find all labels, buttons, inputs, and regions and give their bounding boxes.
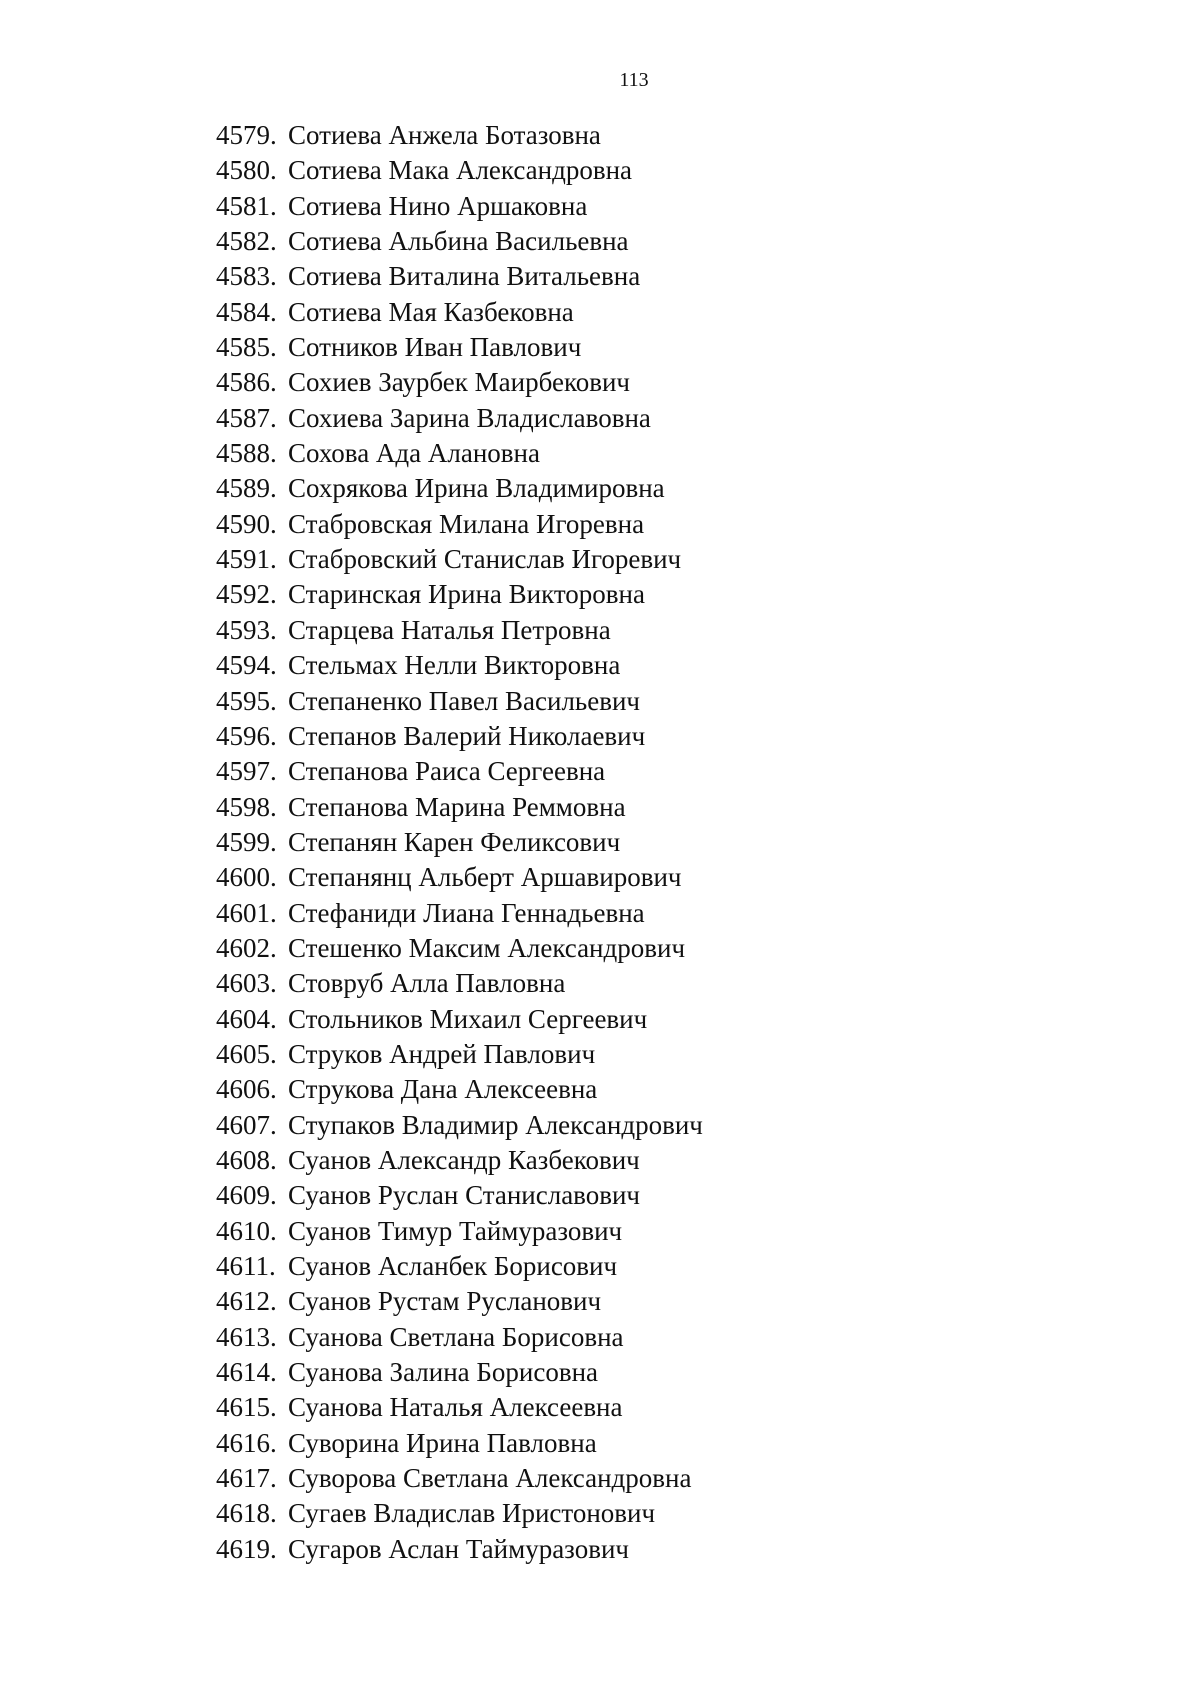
list-item — [216, 684, 703, 719]
entry-name: Степаненко Павел Васильевич — [288, 685, 641, 716]
entry-number: 4600. — [216, 862, 277, 893]
list-item — [216, 754, 703, 789]
entry-number: 4595. — [216, 685, 277, 716]
entry-number: 4614. — [216, 1357, 277, 1388]
entry-number: 4615. — [216, 1392, 277, 1423]
entry-number: 4619. — [216, 1533, 277, 1564]
list-item — [216, 1178, 703, 1213]
list-item — [216, 896, 703, 931]
entry-name: Сохиев Заурбек Маирбекович — [288, 367, 630, 398]
entry-number: 4608. — [216, 1144, 277, 1175]
entry-name: Степанян Карен Феликсович — [288, 826, 621, 857]
entry-number: 4589. — [216, 473, 277, 504]
list-item — [216, 401, 703, 436]
list-item — [216, 825, 703, 860]
list-item — [216, 330, 703, 365]
entry-number: 4582. — [216, 226, 277, 257]
entry-number: 4602. — [216, 932, 277, 963]
page-number: 113 — [619, 69, 649, 91]
entry-number: 4592. — [216, 579, 277, 610]
list-item — [216, 1002, 703, 1037]
list-item — [216, 1143, 703, 1178]
list-item — [216, 471, 703, 506]
list-item — [216, 1532, 703, 1567]
list-item — [216, 507, 703, 542]
list-item — [216, 1496, 703, 1531]
entry-name: Суанов Тимур Таймуразович — [288, 1215, 623, 1246]
list-item — [216, 1461, 703, 1496]
entry-name: Струкова Дана Алексеевна — [288, 1074, 598, 1105]
entry-number: 4604. — [216, 1003, 277, 1034]
entry-number: 4610. — [216, 1215, 277, 1246]
entry-number: 4613. — [216, 1321, 277, 1352]
list-item — [216, 1108, 703, 1143]
entry-name: Сугаров Аслан Таймуразович — [288, 1533, 629, 1564]
entry-name: Степанов Валерий Николаевич — [288, 720, 646, 751]
entry-number: 4579. — [216, 120, 277, 150]
list-item — [216, 189, 703, 224]
list-item — [216, 931, 703, 966]
entry-number: 4611. — [216, 1251, 276, 1281]
entry-number: 4609. — [216, 1180, 277, 1211]
list-item — [216, 224, 703, 259]
list-item — [216, 1426, 703, 1461]
entry-number: 4617. — [216, 1463, 277, 1494]
list-item — [216, 153, 703, 188]
list-item — [216, 1249, 703, 1284]
entry-number: 4587. — [216, 402, 277, 433]
entry-number: 4601. — [216, 897, 277, 928]
list-item — [216, 613, 703, 648]
entry-number: 4584. — [216, 296, 277, 327]
list-item — [216, 1037, 703, 1072]
entry-name: Сохиева Зарина Владиславовна — [288, 402, 651, 433]
entry-name: Сотников Иван Павлович — [288, 332, 582, 363]
entry-number: 4618. — [216, 1498, 277, 1529]
entry-number: 4598. — [216, 791, 277, 822]
entry-number: 4607. — [216, 1109, 277, 1140]
entry-name: Степанова Марина Реммовна — [288, 791, 626, 822]
entry-name: Степанянц Альберт Аршавирович — [288, 862, 682, 893]
entry-name: Суанова Наталья Алексеевна — [288, 1392, 623, 1423]
entry-number: 4588. — [216, 438, 277, 469]
list-item — [216, 436, 703, 471]
list-item — [216, 259, 703, 294]
list-item — [216, 295, 703, 330]
entry-number: 4594. — [216, 650, 277, 681]
entry-number: 4605. — [216, 1038, 277, 1069]
entry-name: Сотиева Анжела Ботазовна — [288, 120, 601, 150]
entry-name: Степанова Раиса Сергеевна — [288, 756, 606, 787]
list-item — [216, 542, 703, 577]
entry-name: Сохова Ада Алановна — [288, 438, 540, 469]
entry-name: Суанов Руслан Станиславович — [288, 1180, 641, 1211]
entry-number: 4590. — [216, 508, 277, 539]
list-item — [216, 1214, 703, 1249]
entry-name: Старцева Наталья Петровна — [288, 614, 611, 645]
list-item — [216, 790, 703, 825]
list-item — [216, 365, 703, 400]
entry-name: Суворина Ирина Павловна — [288, 1427, 597, 1458]
list-item — [216, 648, 703, 683]
entry-name: Сотиева Мака Александровна — [288, 155, 633, 186]
entry-name: Сотиева Нино Аршаковна — [288, 190, 588, 221]
entry-name: Стефаниди Лиана Геннадьевна — [288, 897, 645, 928]
entry-number: 4616. — [216, 1427, 277, 1458]
entry-name: Сохрякова Ирина Владимировна — [288, 473, 665, 504]
entry-number: 4580. — [216, 155, 277, 186]
entry-name: Сотиева Виталина Витальевна — [288, 261, 641, 292]
entry-number: 4586. — [216, 367, 277, 398]
entry-name: Стешенко Максим Александрович — [288, 932, 686, 963]
entry-number: 4597. — [216, 756, 277, 787]
entry-number: 4583. — [216, 261, 277, 292]
entry-name: Сотиева Альбина Васильевна — [288, 226, 629, 257]
list-item — [216, 719, 703, 754]
entry-name: Стовруб Алла Павловна — [288, 968, 566, 999]
entry-name: Суворова Светлана Александровна — [288, 1463, 692, 1494]
entry-name: Стельмах Нелли Викторовна — [288, 650, 621, 681]
entry-name: Суанов Рустам Русланович — [288, 1286, 602, 1317]
entry-name: Суанова Светлана Борисовна — [288, 1321, 624, 1352]
entry-name: Сотиева Мая Казбековна — [288, 296, 574, 327]
list-item — [216, 118, 703, 153]
entry-name: Суанов Асланбек Борисович — [288, 1251, 618, 1281]
list-item — [216, 966, 703, 1001]
entry-number: 4606. — [216, 1074, 277, 1105]
entry-number: 4591. — [216, 544, 277, 575]
entry-number: 4596. — [216, 720, 277, 751]
entry-number: 4603. — [216, 968, 277, 999]
entry-number: 4612. — [216, 1286, 277, 1317]
entry-number: 4599. — [216, 826, 277, 857]
entry-number: 4585. — [216, 332, 277, 363]
entry-name: Ступаков Владимир Александрович — [288, 1109, 703, 1140]
list-item — [216, 1284, 703, 1319]
entry-name: Суанов Александр Казбекович — [288, 1144, 640, 1175]
list-item — [216, 1355, 703, 1390]
entry-name: Старинская Ирина Викторовна — [288, 579, 645, 610]
entry-number: 4593. — [216, 614, 277, 645]
entry-name: Стольников Михаил Сергеевич — [288, 1003, 648, 1034]
list-item — [216, 860, 703, 895]
list-item — [216, 1390, 703, 1425]
list-item — [216, 1320, 703, 1355]
name-list — [216, 118, 703, 1567]
entry-name: Струков Андрей Павлович — [288, 1038, 596, 1069]
entry-name: Сугаев Владислав Иристонович — [288, 1498, 656, 1529]
list-item — [216, 577, 703, 612]
entry-name: Стабровская Милана Игоревна — [288, 508, 645, 539]
list-item — [216, 1072, 703, 1107]
entry-number: 4581. — [216, 190, 277, 221]
entry-name: Суанова Залина Борисовна — [288, 1357, 599, 1388]
entry-name: Стабровский Станислав Игоревич — [288, 544, 682, 575]
